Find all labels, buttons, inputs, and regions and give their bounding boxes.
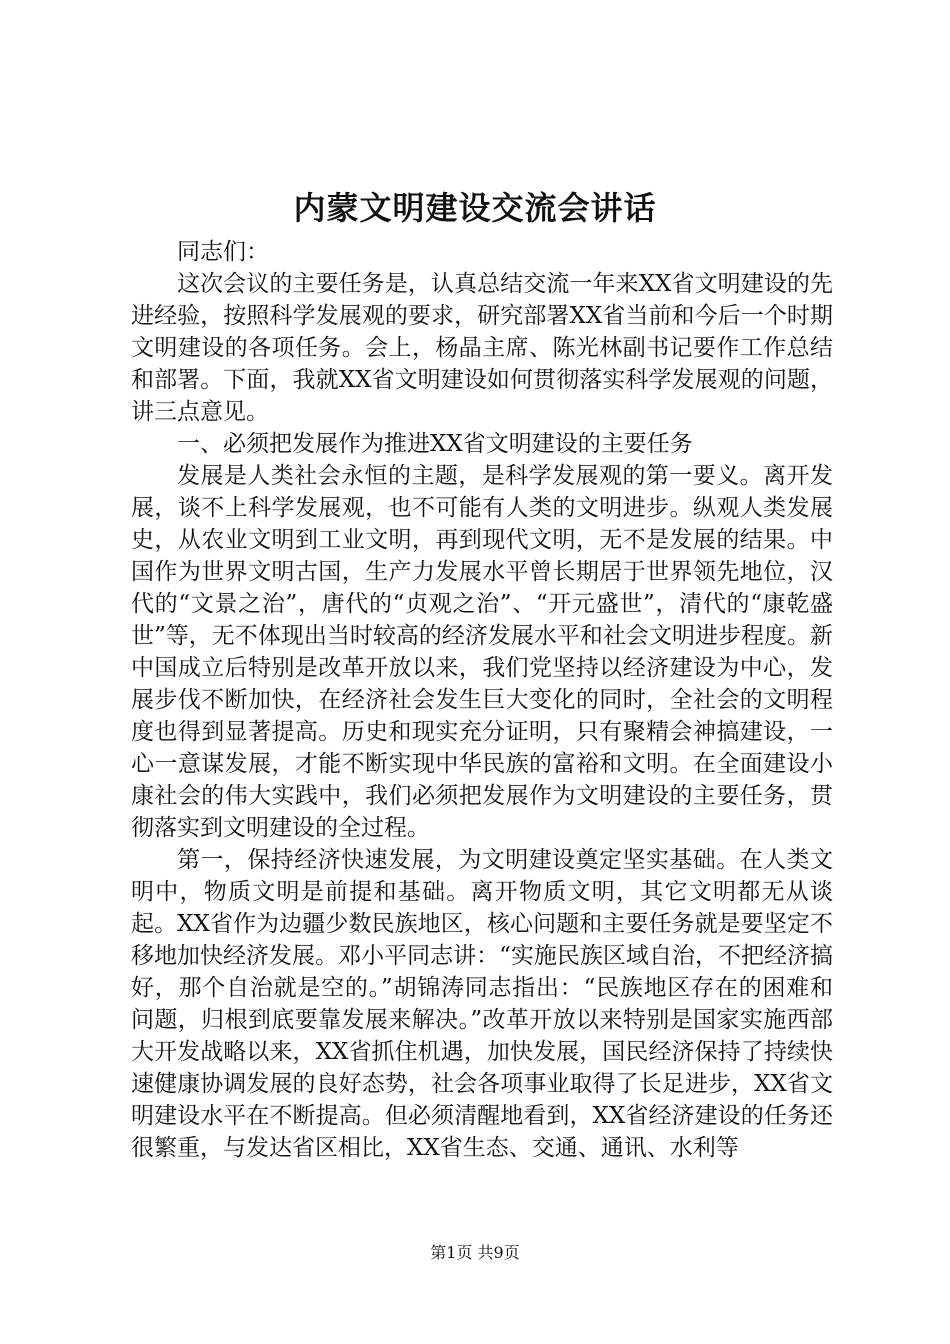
page-footer: 第1页 共9页 [430, 1243, 520, 1262]
paragraph-development: 发展是人类社会永恒的主题，是科学发展观的第一要义。离开发展，谈不上科学发展观，也不可能有人类的文明进步。纵观人类发展史，从农业文明到工业文明，再到现代文明，无不是发展的结果。中国作为世界文明古国，生产力发展水平曾长期居于世界领先地位，汉代的“文景之治”，唐代的“贞观之治”、“开元盛世”，清代的“康乾盛世”等，无不体现出当时较高的经济发展水平和社会文明进步程度。新中国成立后特别是改革开放以来，我们党坚持以经济建设为中心，发展步伐不断加快，在经济社会发生巨大变化的同时，全社会的文明程度也得到显著提高。历史和现实充分证明，只有聚精会神搞建设，一心一意谋发展，才能不断实现中华民族的富裕和文明。在全面建设小康社会的伟大实践中，我们必须把发展作为文明建设的主要任务，贯彻落实到文明建设的全过程。 [131, 463, 833, 841]
document-body [131, 236, 833, 1164]
section-heading-1: 一、必须把发展作为推进XX省文明建设的主要任务 [177, 431, 693, 457]
salutation: 同志们： [177, 239, 269, 265]
paragraph-first-point: 第一，保持经济快速发展，为文明建设奠定坚实基础。在人类文明中，物质文明是前提和基础。离开物质文明，其它文明都无从谈起。XX省作为边疆少数民族地区，核心问题和主要任务就是要坚定不移地加快经济发展。邓小平同志讲：“实施民族区域自治，不把经济搞好，那个自治就是空的。”胡锦涛同志指出：“民族地区存在的困难和问题，归根到底要靠发展来解决。”改革开放以来特别是国家实施西部大开发战略以来，XX省抓住机遇，加快发展，国民经济保持了持续快速健康协调发展的良好态势，社会各项事业取得了长足进步，XX省文明建设水平在不断提高。但必须清醒地看到，XX省经济建设的任务还很繁重，与发达省区相比，XX省生态、交通、通讯、水利等 [131, 847, 833, 1161]
paragraph-intro: 这次会议的主要任务是，认真总结交流一年来XX省文明建设的先进经验，按照科学发展观的要求，研究部署XX省当前和今后一个时期文明建设的各项任务。会上，杨晶主席、陈光林副书记要作工作总结和部署。下面，我就XX省文明建设如何贯彻落实科学发展观的问题，讲三点意见。 [131, 271, 833, 425]
document-title: 内蒙文明建设交流会讲话 [293, 189, 657, 227]
